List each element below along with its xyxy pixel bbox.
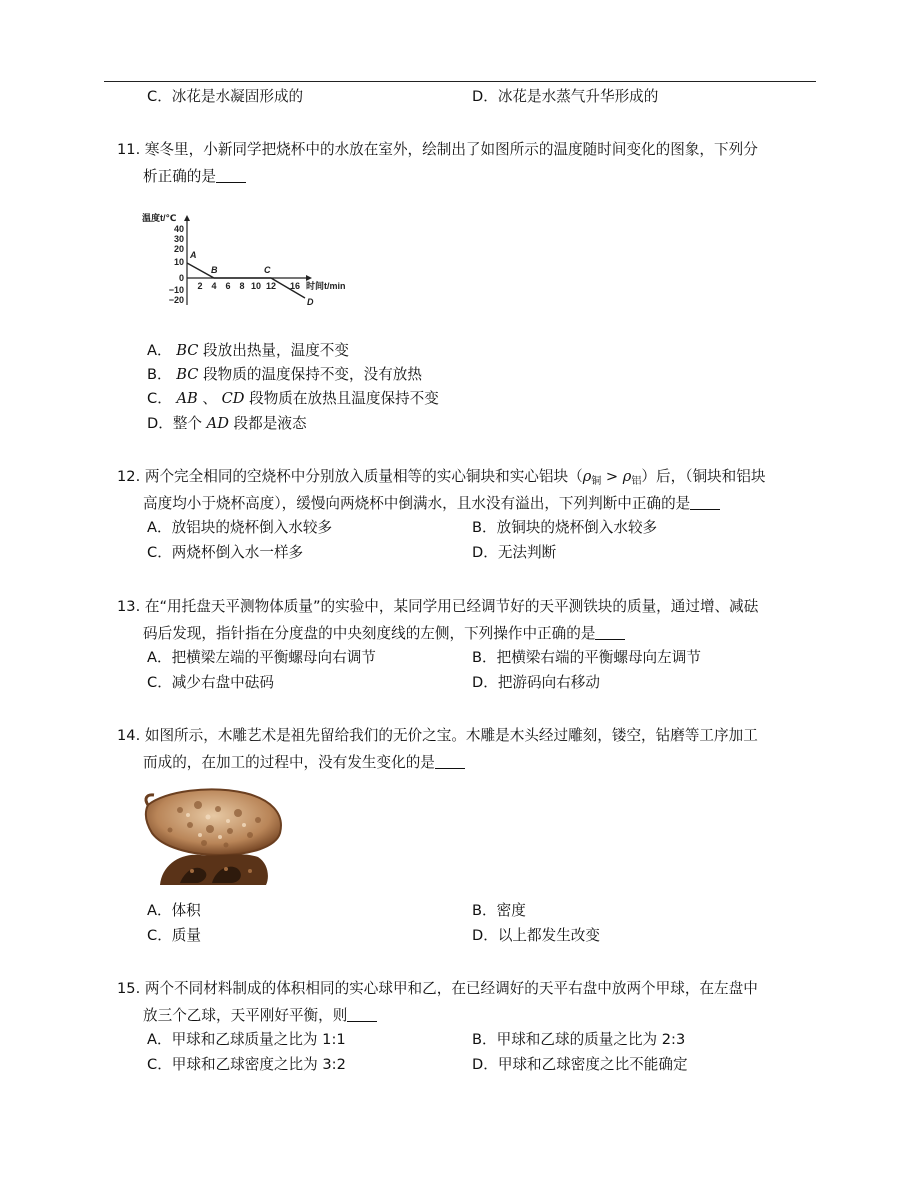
rho-symbol: ρ (582, 468, 592, 485)
header-rule (104, 81, 816, 82)
question-text: 而成的，在加工的过程中，没有发生变化的是 (143, 754, 435, 771)
graph-x-label: 时间t/min (306, 281, 346, 291)
question-text: 两个不同材料制成的体积相同的实心球甲和乙，在已经调好的天平右盘中放两个甲球，在左盘中 (144, 980, 758, 997)
math-var: CD (221, 390, 245, 407)
question-text: 在“用托盘天平测物体质量”的实验中，某同学用已经调节好的天平测铁块的质量，通过增、减砝 (144, 598, 759, 615)
question-number: 14. (117, 727, 141, 744)
q14-option-c[interactable]: C．质量 (147, 927, 201, 944)
point-a-label: A (190, 250, 197, 260)
q12-stem-line1 (117, 467, 765, 492)
y-tick-label: −20 (168, 295, 184, 305)
y-tick-label: 20 (173, 244, 184, 254)
q14-option-a[interactable]: A．体积 (147, 902, 201, 919)
q15-option-b[interactable]: B．甲球和乙球的质量之比为 2:3 (472, 1031, 686, 1048)
question-text: 高度均小于烧杯高度），缓慢向两烧杯中倒满水，且水没有溢出，下列判断中正确的是 (143, 495, 691, 512)
option-text: 段都是液态 (233, 415, 307, 432)
math-var: BC (176, 366, 199, 383)
answer-blank[interactable] (347, 1007, 377, 1022)
q12-option-b[interactable]: B．放铜块的烧杯倒入水较多 (472, 519, 658, 536)
q13-stem-line2 (143, 624, 625, 644)
question-number: 12. (117, 468, 141, 485)
q11-option-d[interactable] (147, 414, 307, 434)
q15-stem-line2 (143, 1006, 377, 1026)
question-text: 如图所示，木雕艺术是祖先留给我们的无价之宝。木雕是木头经过雕刻，镂空，钻磨等工序加工 (144, 727, 758, 744)
x-tick-label: 16 (289, 281, 301, 291)
q15-option-d[interactable]: D．甲球和乙球密度之比不能确定 (472, 1056, 688, 1073)
temperature-time-graph (140, 210, 365, 322)
q15-option-c[interactable]: C．甲球和乙球密度之比为 3:2 (147, 1056, 346, 1073)
wood-carving-image (140, 785, 290, 890)
y-tick-label: 30 (173, 234, 184, 244)
q13-option-b[interactable]: B．把横梁右端的平衡螺母向左调节 (472, 649, 701, 666)
q11-option-b[interactable] (147, 365, 422, 385)
y-tick-label: −10 (168, 285, 184, 295)
q12-option-a[interactable]: A．放铝块的烧杯倒入水较多 (147, 519, 333, 536)
question-text: ）后，（铜块和铝块 (641, 468, 766, 485)
q11-stem-line1 (117, 140, 758, 160)
q11-stem-line2 (143, 167, 246, 187)
x-tick-label: 4 (211, 281, 217, 291)
q15-option-a[interactable]: A．甲球和乙球质量之比为 1:1 (147, 1031, 346, 1048)
q14-option-d[interactable]: D．以上都发生改变 (472, 927, 600, 944)
question-text: 放三个乙球，天平刚好平衡，则 (143, 1007, 348, 1024)
q12-option-c[interactable]: C．两烧杯倒入水一样多 (147, 544, 304, 561)
answer-blank[interactable] (435, 754, 465, 769)
q13-stem-line1 (117, 597, 758, 617)
x-tick-label: 6 (225, 281, 231, 291)
temperature-curve (187, 263, 305, 298)
separator: 、 (202, 390, 217, 407)
q14-stem-line1 (117, 726, 758, 746)
q11-option-c[interactable] (147, 389, 439, 409)
option-letter: B． (147, 366, 172, 383)
answer-blank[interactable] (216, 168, 246, 183)
answer-blank[interactable] (690, 495, 720, 510)
y-tick-label: 10 (173, 257, 184, 267)
q14-stem-line2 (143, 753, 465, 773)
option-letter: D．整个 (147, 415, 203, 432)
question-number: 11. (117, 141, 141, 158)
question-text: 寒冬里，小新同学把烧杯中的水放在室外，绘制出了如图所示的温度随时间变化的图象，下列分 (144, 141, 758, 158)
answer-blank[interactable] (595, 625, 625, 640)
question-number: 15. (117, 980, 141, 997)
greater-than: > (601, 468, 623, 485)
q15-stem-line1 (117, 979, 758, 999)
point-c-label: C (264, 265, 271, 275)
question-text: 两个完全相同的空烧杯中分别放入质量相等的实心铜块和实心铝块（ (144, 468, 583, 485)
x-tick-label: 12 (265, 281, 277, 291)
q13-option-d[interactable]: D．把游码向右移动 (472, 674, 600, 691)
x-tick-label: 10 (250, 281, 262, 291)
y-tick-label: 40 (173, 224, 184, 234)
graph-y-label: 温度t/℃ (142, 213, 177, 223)
q12-stem-line2 (143, 494, 720, 514)
question-text: 码后发现，指针指在分度盘的中央刻度线的左侧，下列操作中正确的是 (143, 625, 596, 642)
option-text: 段物质的温度保持不变，没有放热 (203, 366, 422, 383)
q10-option-d[interactable]: D．冰花是水蒸气升华形成的 (472, 88, 659, 105)
x-tick-label: 2 (197, 281, 203, 291)
option-text: 段放出热量，温度不变 (203, 342, 349, 359)
point-d-label: D (307, 297, 314, 307)
math-var: AD (206, 415, 229, 432)
question-number: 13. (117, 598, 141, 615)
math-var: BC (176, 342, 199, 359)
q11-option-a[interactable] (147, 341, 349, 361)
option-letter: C． (147, 390, 172, 407)
math-var: AB (176, 390, 198, 407)
subscript: 铝 (631, 476, 642, 487)
q13-option-a[interactable]: A．把横梁左端的平衡螺母向右调节 (147, 649, 376, 666)
x-tick-label: 8 (239, 281, 245, 291)
option-text: 段物质在放热且温度保持不变 (249, 390, 439, 407)
q13-option-c[interactable]: C．减少右盘中砝码 (147, 674, 274, 691)
rho-symbol: ρ (622, 468, 632, 485)
y-tick-label: 0 (178, 273, 184, 283)
q14-option-b[interactable]: B．密度 (472, 902, 526, 919)
option-letter: A． (147, 342, 172, 359)
question-text: 析正确的是 (143, 168, 216, 185)
q10-option-c[interactable]: C．冰花是水凝固形成的 (147, 88, 304, 105)
q12-option-d[interactable]: D．无法判断 (472, 544, 557, 561)
subscript: 铜 (591, 476, 602, 487)
point-b-label: B (211, 265, 218, 275)
